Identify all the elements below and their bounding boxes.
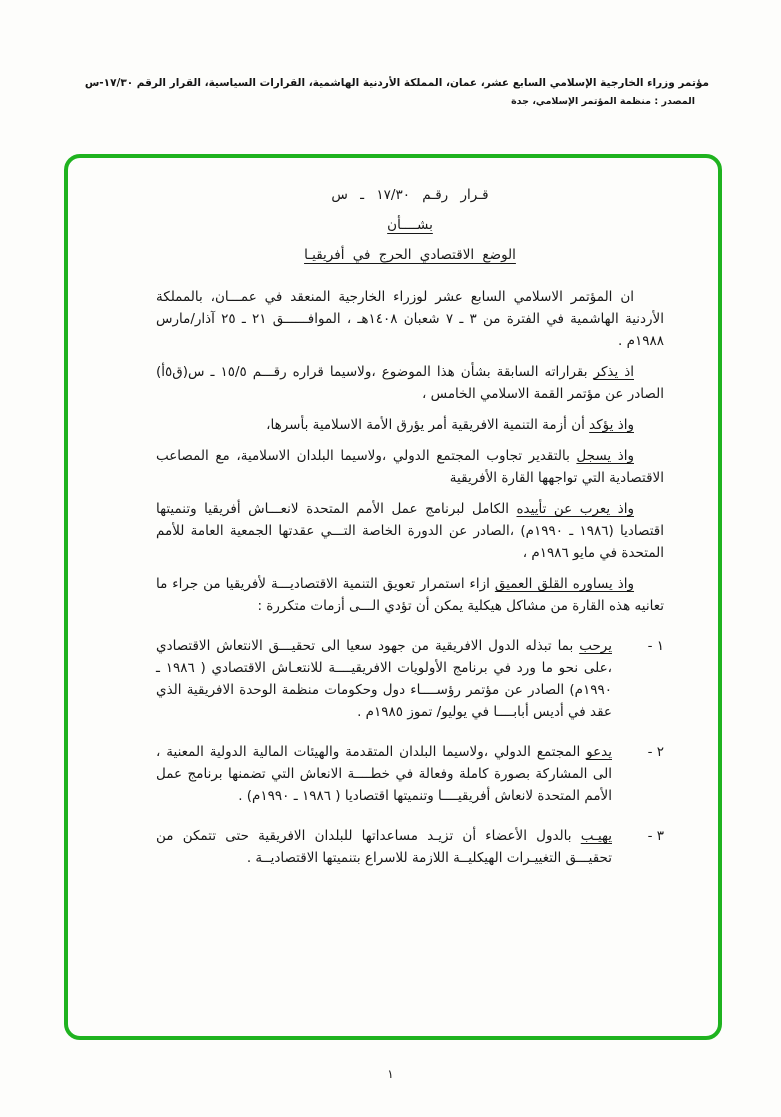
document-header	[60, 76, 709, 107]
resolution-subject-title: الوضع الاقتصادي الحرج في أفريقيـا	[304, 247, 516, 263]
item-text	[156, 741, 612, 807]
item-text	[156, 825, 612, 869]
item-lead: يدعو	[586, 744, 612, 760]
numbered-item	[156, 741, 664, 807]
preamble-paragraph	[156, 498, 664, 564]
header-source: المصدر : منظمة المؤتمر الإسلامي، جدة	[511, 96, 695, 108]
item-lead: يهيـب	[580, 828, 612, 844]
item-rest: بما تبذله الدول الافريقية من جهود سعيا الى تحقيـــق الانتعاش الاقتصادي ،على نحو ما ورد في برنامج الأولويات الافريقيــــة للانتعـاش الاقتصادي ( ١٩٨٦ ـ ١٩٩٠م) الصادر عن مؤتمر رؤســــاء دول وحكومات منظمة الوحدة الافريقية الذي عقد في أديس أبابــــا في يوليو/ تموز ١٩٨٥م .	[156, 638, 612, 720]
preamble-paragraph	[156, 286, 664, 352]
paragraph-lead: اذ يذكر	[593, 364, 634, 380]
green-border-frame	[64, 154, 722, 1040]
resolution-content	[68, 158, 718, 869]
numbered-item	[156, 635, 664, 723]
item-number: ١ -	[647, 638, 664, 654]
preamble-paragraph	[156, 445, 664, 489]
paragraph-lead: واذ يؤكد	[589, 417, 634, 433]
resolution-regarding-title: بشــــأن	[387, 217, 433, 233]
paragraph-text: الكامل لبرنامج عمل الأمم المتحدة لانعـــاش أفريقيا وتنميتها اقتصاديا (١٩٨٦ ـ ١٩٩٠م) ،الصادر عن الدورة الخاصة التـــي عقدتها الجمعية العامة للأمم المتحدة في مايو ١٩٨٦م ،	[156, 501, 665, 561]
numbered-item	[156, 825, 664, 869]
item-rest: المجتمع الدولي ،ولاسيما البلدان المتقدمة والهيئات المالية الدولية المعنية ، الى المشاركة بصورة كاملة وفعالة في خطــــة الانعاش التي تضمنها برنامج عمل الأمم المتحدة لانعاش أفريقيــــا وتنميتها اقتصاديا ( ١٩٨٦ ـ ١٩٩٠م) .	[156, 744, 612, 804]
paragraph-text: بالتقدير تجاوب المجتمع الدولي ،ولاسيما البلدان الاسلامية، مع المصاعب الاقتصادية التي تواجهها القارة الأفريقية	[156, 448, 664, 486]
item-text	[156, 635, 612, 723]
paragraph-text: بقراراته السابقة بشأن هذا الموضوع ،ولاسيما قراره رقـــم ١٥/٥ ـ س(ق٥أ) الصادر عن مؤتمر القمة الاسلامي الخامس ،	[156, 364, 664, 402]
item-rest: بالدول الأعضاء أن تزيـد مساعداتها للبلدان الافريقية حتى تتمكن من تحقيـــق التغييـرات الهيكليــة اللازمة للاسراع بتنميتها الاقتصاديــة .	[156, 828, 612, 866]
paragraph-lead: واذ يسجل	[576, 448, 634, 464]
preamble-paragraph	[156, 414, 664, 436]
preamble-paragraph	[156, 361, 664, 405]
paragraph-text: ان المؤتمر الاسلامي السابع عشر لوزراء الخارجية المنعقد في عمـــان، بالمملكة الأردنية الهاشمية في الفترة من ٣ ـ ٧ شعبان ١٤٠٨هـ ، الموافــــــق ٢١ ـ ٢٥ آذار/مارس ١٩٨٨م .	[156, 289, 665, 349]
header-citation: مؤتمر وزراء الخارجية الإسلامي السابع عشر، عمان، المملكة الأردنية الهاشمية، القرارات السياسية، القرار الرقم ١٧/٣٠-س	[84, 77, 709, 89]
resolution-number-title: قـرار رقـم ١٧/٣٠ ـ س	[331, 187, 489, 203]
item-lead: يرحب	[579, 638, 612, 654]
paragraph-lead: واذ يساوره القلق العميق	[494, 576, 635, 592]
paragraph-lead: واذ يعرب عن تأييده	[516, 501, 634, 517]
page-number: ١	[387, 1067, 394, 1081]
operative-items-section	[156, 635, 664, 869]
item-number: ٢ -	[647, 744, 664, 760]
item-number: ٣ -	[647, 828, 664, 844]
paragraph-text: ازاء استمرار تعويق التنمية الاقتصاديـــة لأفريقيا من جراء ما تعانيه هذه القارة من مشاكل هيكلية يمكن أن تؤدي الـــى أزمات متكررة :	[156, 576, 664, 614]
paragraph-text: أن أزمة التنمية الافريقية أمر يؤرق الأمة الاسلامية بأسرها،	[266, 417, 590, 433]
preamble-section	[156, 286, 664, 617]
preamble-paragraph	[156, 573, 664, 617]
